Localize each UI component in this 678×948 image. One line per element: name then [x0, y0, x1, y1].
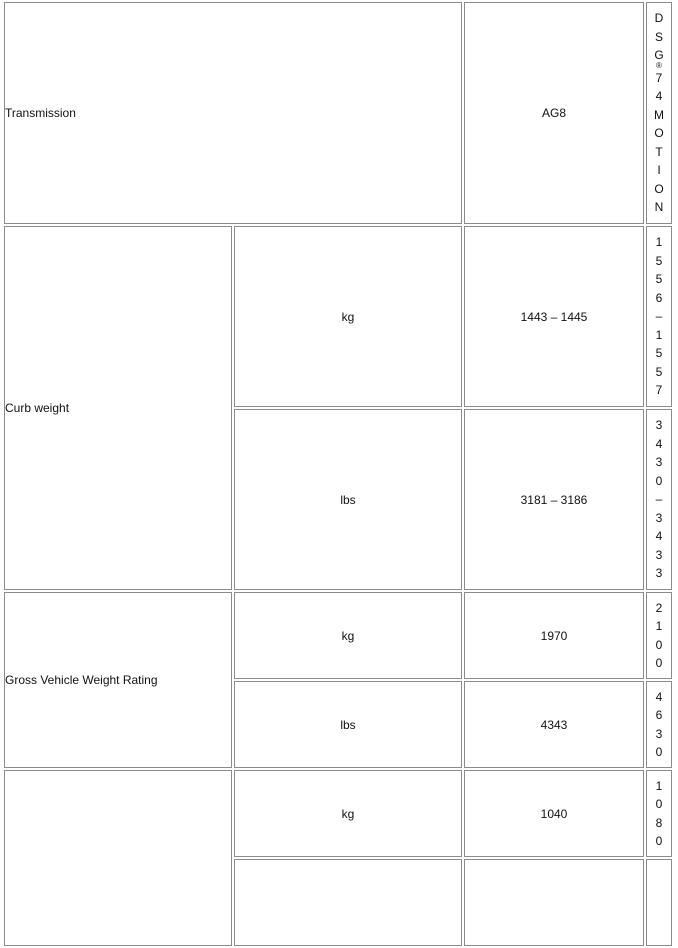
gvwr-lbs-unit: lbs — [234, 681, 462, 768]
transmission-label: Transmission — [4, 2, 462, 224]
vehicle-spec-table — [2, 0, 674, 948]
curb-weight-lbs-unit: lbs — [234, 409, 462, 590]
transmission-narrow-bottom: 74MOTION — [654, 70, 664, 215]
next-label — [4, 770, 232, 946]
curb-weight-kg-value: 1443 – 1445 — [464, 226, 644, 407]
table-row-gvwr-kg — [4, 592, 672, 679]
curb-weight-lbs-value: 3181 – 3186 — [464, 409, 644, 590]
registered-mark: ® — [656, 60, 662, 70]
next-kg-narrow-cell — [646, 770, 672, 857]
next-lbs-narrow-cell — [646, 859, 672, 946]
curb-weight-kg-unit: kg — [234, 226, 462, 407]
gvwr-lbs-narrow: 4630 — [655, 689, 663, 759]
curb-weight-kg-narrow-cell — [646, 226, 672, 407]
gvwr-kg-value: 1970 — [464, 592, 644, 679]
table-row-next-kg — [4, 770, 672, 857]
transmission-narrow-top: DSG — [654, 11, 664, 63]
gvwr-lbs-value: 4343 — [464, 681, 644, 768]
curb-weight-lbs-narrow: 3430–3433 — [655, 418, 663, 581]
transmission-narrow-cell — [646, 2, 672, 224]
next-lbs-unit — [234, 859, 462, 946]
gvwr-label: Gross Vehicle Weight Rating — [4, 592, 232, 768]
transmission-value: AG8 — [464, 2, 644, 224]
curb-weight-kg-narrow: 1556–1557 — [655, 235, 663, 398]
curb-weight-label: Curb weight — [4, 226, 232, 590]
table-row-curb-weight-kg — [4, 226, 672, 407]
next-lbs-value — [464, 859, 644, 946]
gvwr-kg-unit: kg — [234, 592, 462, 679]
next-kg-narrow: 1080 — [655, 778, 663, 848]
gvwr-kg-narrow-cell — [646, 592, 672, 679]
next-kg-value: 1040 — [464, 770, 644, 857]
curb-weight-lbs-narrow-cell — [646, 409, 672, 590]
table-row-transmission — [4, 2, 672, 224]
next-kg-unit: kg — [234, 770, 462, 857]
gvwr-lbs-narrow-cell — [646, 681, 672, 768]
gvwr-kg-narrow: 2100 — [655, 600, 663, 670]
